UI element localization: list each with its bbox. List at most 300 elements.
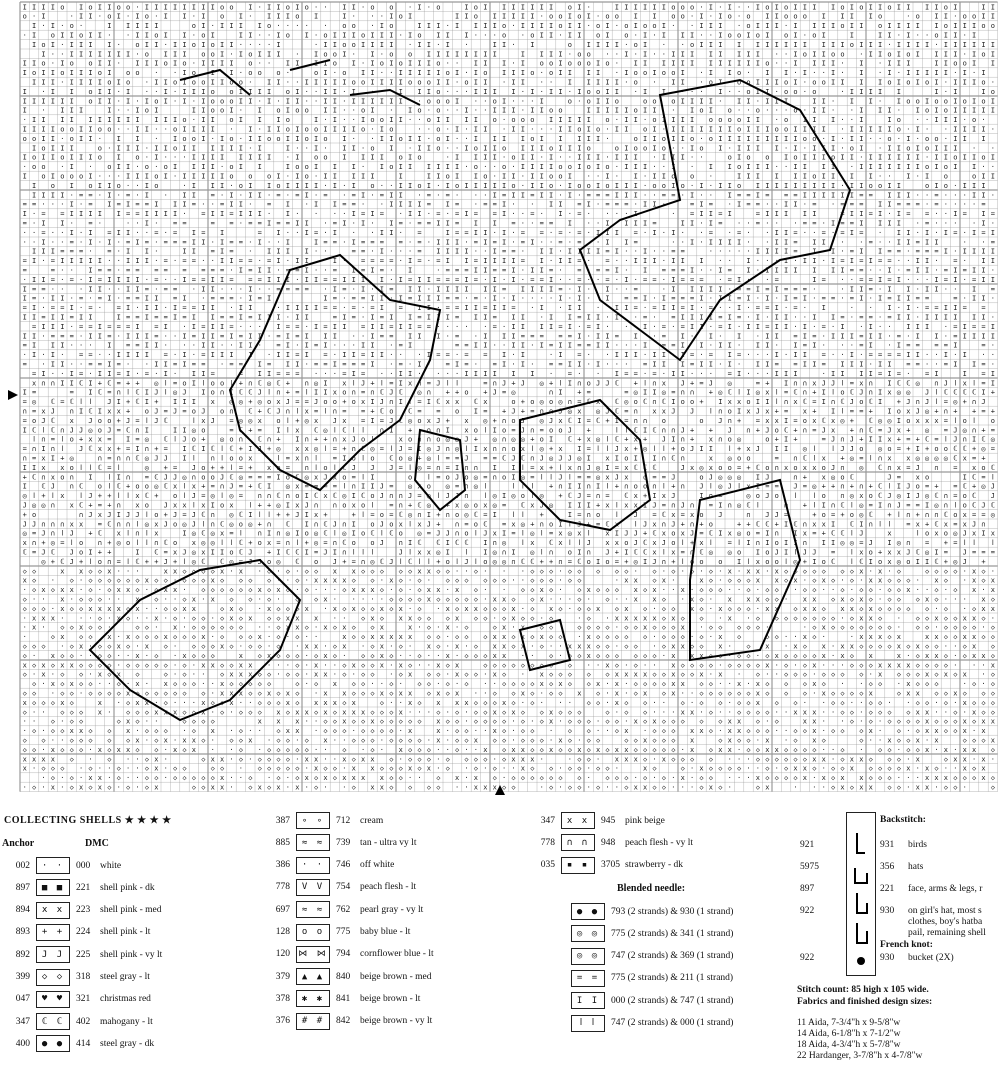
svg-text:·: · [756, 351, 760, 359]
svg-text:=: = [60, 210, 64, 218]
svg-text:=: = [549, 361, 553, 369]
svg-text:I: I [906, 135, 910, 143]
svg-text:I: I [793, 351, 797, 359]
svg-text:·: · [558, 276, 562, 284]
svg-text:◎: ◎ [427, 455, 432, 463]
svg-text:◎: ◎ [427, 492, 432, 500]
svg-text:·: · [427, 361, 431, 369]
svg-text:·: · [530, 126, 534, 134]
svg-text:=: = [483, 408, 487, 416]
svg-text:I: I [248, 32, 252, 40]
svg-text:=: = [380, 210, 384, 218]
svg-text:I: I [511, 276, 515, 284]
svg-text:=: = [455, 342, 459, 350]
svg-text:=: = [173, 464, 177, 472]
svg-text:=: = [79, 351, 83, 359]
svg-text:I: I [88, 473, 92, 481]
svg-text:·: · [709, 342, 713, 350]
svg-text:I: I [370, 332, 374, 340]
svg-text:I: I [229, 257, 233, 265]
svg-text:o: o [775, 492, 779, 500]
svg-text:J: J [765, 492, 769, 500]
svg-text:·: · [756, 267, 760, 275]
svg-text:o: o [417, 417, 421, 425]
svg-text:·: · [117, 285, 121, 293]
svg-text:◎: ◎ [455, 445, 460, 453]
svg-text:I: I [41, 276, 45, 284]
svg-text:I: I [887, 69, 891, 77]
svg-text:J: J [352, 464, 356, 472]
svg-text:◎: ◎ [831, 473, 836, 481]
svg-text:I: I [286, 304, 290, 312]
svg-text:·: · [23, 32, 27, 40]
svg-text:o: o [840, 22, 844, 30]
anchor-number: 922 [800, 906, 814, 916]
svg-text:·: · [897, 257, 901, 265]
svg-text:·: · [822, 248, 826, 256]
svg-text:=: = [464, 361, 468, 369]
svg-text:∩: ∩ [681, 389, 685, 397]
svg-text:I: I [869, 332, 873, 340]
svg-text:=: = [446, 191, 450, 199]
svg-text:=: = [859, 201, 863, 209]
svg-text:·: · [934, 41, 938, 49]
svg-text:·: · [502, 276, 506, 284]
svg-text:I: I [991, 97, 995, 105]
svg-text:I: I [380, 135, 384, 143]
svg-text:=: = [812, 426, 816, 434]
svg-text:I: I [944, 13, 948, 21]
svg-text:I: I [60, 97, 64, 105]
svg-text:∩: ∩ [690, 389, 694, 397]
svg-text:I: I [70, 182, 74, 190]
svg-text:·: · [775, 163, 779, 171]
svg-text:o: o [690, 135, 694, 143]
svg-text:·: · [887, 210, 891, 218]
svg-text:=: = [944, 276, 948, 284]
svg-text:+: + [690, 426, 694, 434]
svg-text:ℂ: ℂ [258, 483, 262, 491]
svg-text:=: = [126, 445, 130, 453]
svg-text:I: I [530, 182, 534, 190]
svg-text:=: = [737, 191, 741, 199]
svg-text:o: o [850, 41, 854, 49]
svg-text:I: I [352, 88, 356, 96]
svg-text:=: = [850, 379, 854, 387]
svg-text:I: I [474, 173, 478, 181]
svg-text:·: · [709, 267, 713, 275]
svg-text:I: I [577, 248, 581, 256]
svg-text:I: I [502, 69, 506, 77]
svg-text:I: I [333, 332, 337, 340]
svg-text:·: · [493, 32, 497, 40]
svg-text:ℂ: ℂ [521, 455, 525, 463]
svg-text:I: I [887, 220, 891, 228]
svg-text:I: I [88, 116, 92, 124]
svg-text:o: o [624, 22, 628, 30]
svg-text:·: · [446, 154, 450, 162]
svg-text:I: I [220, 238, 224, 246]
svg-text:I: I [549, 154, 553, 162]
svg-text:·: · [408, 361, 412, 369]
svg-text:·: · [239, 220, 243, 228]
svg-text:I: I [380, 126, 384, 134]
svg-text:I: I [944, 60, 948, 68]
svg-text:I: I [32, 3, 36, 11]
svg-text:I: I [88, 276, 92, 284]
svg-text:ℂ: ℂ [963, 389, 967, 397]
backstitch-header: Backstitch: [880, 815, 926, 825]
svg-text:I: I [859, 248, 863, 256]
svg-text:=: = [23, 267, 27, 275]
svg-text:·: · [530, 220, 534, 228]
svg-text:I: I [182, 173, 186, 181]
svg-text:·: · [850, 163, 854, 171]
svg-text:I: I [859, 88, 863, 96]
svg-text:I: I [662, 173, 666, 181]
svg-text:I: I [88, 238, 92, 246]
svg-text:I: I [596, 248, 600, 256]
svg-text:=: = [850, 267, 854, 275]
svg-text:I: I [756, 79, 760, 87]
svg-text:J: J [352, 436, 356, 444]
svg-text:I: I [521, 351, 525, 359]
svg-text:I: I [991, 276, 995, 284]
svg-text:I: I [211, 351, 215, 359]
svg-text:I: I [521, 126, 525, 134]
svg-text:+: + [615, 483, 619, 491]
svg-text:I: I [361, 342, 365, 350]
svg-text:·: · [389, 182, 393, 190]
svg-text:·: · [182, 182, 186, 190]
svg-text:I: I [728, 210, 732, 218]
svg-text:I: I [897, 276, 901, 284]
svg-text:o: o [925, 473, 929, 481]
svg-text:=: = [897, 370, 901, 378]
svg-text:J: J [201, 408, 205, 416]
svg-text:o: o [690, 3, 694, 11]
svg-text:I: I [652, 201, 656, 209]
svg-text:o: o [605, 116, 609, 124]
svg-text:x: x [333, 473, 337, 481]
svg-text:I: I [784, 370, 788, 378]
svg-text:·: · [709, 32, 713, 40]
svg-text:·: · [455, 60, 459, 68]
svg-text:I: I [220, 257, 224, 265]
svg-text:I: I [859, 220, 863, 228]
svg-text:·: · [963, 276, 967, 284]
svg-text:·: · [342, 116, 346, 124]
svg-text:·: · [483, 323, 487, 331]
svg-text:I: I [850, 88, 854, 96]
svg-text:I: I [775, 210, 779, 218]
svg-text:·: · [840, 351, 844, 359]
svg-text:I: I [681, 126, 685, 134]
svg-text:I: I [248, 332, 252, 340]
svg-text:J: J [925, 398, 929, 406]
svg-text:·: · [352, 116, 356, 124]
svg-text:=: = [981, 361, 985, 369]
svg-text:=: = [511, 304, 515, 312]
svg-text:I: I [295, 220, 299, 228]
svg-text:I: I [652, 229, 656, 237]
svg-text:I: I [173, 398, 177, 406]
svg-text:o: o [596, 32, 600, 40]
svg-text:I: I [643, 323, 647, 331]
svg-text:x: x [417, 483, 421, 491]
svg-text:o: o [41, 144, 45, 152]
svg-text:=: = [455, 295, 459, 303]
svg-text:=: = [577, 238, 581, 246]
svg-text:I: I [502, 13, 506, 21]
svg-text:I: I [380, 41, 384, 49]
svg-text:I: I [643, 220, 647, 228]
svg-text:o: o [558, 163, 562, 171]
svg-text:=: = [746, 285, 750, 293]
svg-text:=: = [182, 267, 186, 275]
svg-text:I: I [493, 182, 497, 190]
svg-text:I: I [446, 220, 450, 228]
svg-text:I: I [370, 398, 374, 406]
svg-text:o: o [211, 88, 215, 96]
svg-text:=: = [446, 267, 450, 275]
svg-text:·: · [220, 361, 224, 369]
svg-text:I: I [897, 229, 901, 237]
svg-text:I: I [164, 88, 168, 96]
svg-text:I: I [953, 342, 957, 350]
svg-text:∩: ∩ [23, 455, 27, 463]
svg-text:I: I [399, 69, 403, 77]
svg-text:o: o [107, 126, 111, 134]
svg-text:I: I [474, 135, 478, 143]
svg-text:I: I [540, 304, 544, 312]
svg-text:·: · [173, 69, 177, 77]
svg-text:o: o [417, 182, 421, 190]
svg-text:∩: ∩ [549, 389, 553, 397]
svg-text:I: I [840, 361, 844, 369]
svg-text:I: I [370, 473, 374, 481]
svg-text:I: I [32, 144, 36, 152]
svg-text:I: I [934, 79, 938, 87]
svg-text:=: = [229, 314, 233, 322]
svg-text:I: I [70, 32, 74, 40]
svg-text:I: I [728, 126, 732, 134]
svg-text:x: x [192, 483, 196, 491]
svg-text:·: · [624, 361, 628, 369]
svg-text:·: · [511, 97, 515, 105]
svg-text:o: o [887, 79, 891, 87]
svg-text:I: I [887, 107, 891, 115]
svg-text:I: I [850, 154, 854, 162]
svg-text:I: I [681, 79, 685, 87]
svg-text:I: I [953, 22, 957, 30]
svg-text:·: · [605, 323, 609, 331]
svg-text:=: = [135, 295, 139, 303]
svg-text:=: = [765, 483, 769, 491]
svg-text:I: I [906, 191, 910, 199]
svg-text:I: I [342, 455, 346, 463]
svg-text:I: I [784, 323, 788, 331]
svg-text:I: I [643, 342, 647, 350]
legend-row [260, 812, 383, 829]
svg-text:·: · [483, 97, 487, 105]
svg-text:I: I [521, 323, 525, 331]
svg-text:o: o [972, 13, 976, 21]
svg-text:o: o [436, 436, 440, 444]
svg-text:=: = [869, 276, 873, 284]
svg-text:·: · [248, 323, 252, 331]
svg-text:J: J [944, 379, 948, 387]
svg-text:·: · [699, 69, 703, 77]
svg-text:ℂ: ℂ [972, 389, 976, 397]
svg-text:ⅼ: ⅼ [710, 408, 712, 416]
svg-text:=: = [361, 267, 365, 275]
svg-text:+: + [897, 398, 901, 406]
svg-text:I: I [671, 285, 675, 293]
svg-text:o: o [605, 13, 609, 21]
svg-text:=: = [934, 248, 938, 256]
svg-text:·: · [991, 220, 995, 228]
svg-text:◎: ◎ [323, 426, 328, 434]
svg-text:I: I [934, 314, 938, 322]
svg-text:ℂ: ℂ [784, 426, 788, 434]
svg-text:o: o [370, 455, 374, 463]
svg-text:I: I [493, 304, 497, 312]
svg-text:I: I [305, 304, 309, 312]
svg-text:I: I [474, 154, 478, 162]
svg-text:·: · [963, 238, 967, 246]
svg-text:I: I [850, 173, 854, 181]
svg-text:+: + [577, 436, 581, 444]
svg-text:I: I [267, 126, 271, 134]
svg-text:I: I [916, 144, 920, 152]
svg-text:=: = [173, 238, 177, 246]
svg-text:x: x [906, 455, 910, 463]
anchor-number: 897 [800, 884, 814, 894]
svg-text:x: x [746, 408, 750, 416]
svg-text:·: · [267, 351, 271, 359]
svg-text:J: J [173, 473, 177, 481]
svg-text:∩: ∩ [887, 464, 891, 472]
svg-text:·: · [342, 257, 346, 265]
svg-text:·: · [295, 229, 299, 237]
svg-text:I: I [464, 116, 468, 124]
svg-text:I: I [342, 276, 346, 284]
svg-text:·: · [596, 370, 600, 378]
svg-text:o: o [446, 473, 450, 481]
svg-text:I: I [605, 238, 609, 246]
svg-text:·: · [464, 295, 468, 303]
svg-text:I: I [850, 332, 854, 340]
svg-text:J: J [455, 473, 459, 481]
svg-text:I: I [681, 351, 685, 359]
svg-text:·: · [164, 41, 168, 49]
svg-text:J: J [464, 436, 468, 444]
svg-text:◎: ◎ [540, 492, 545, 500]
svg-text:∩: ∩ [305, 436, 309, 444]
svg-text:I: I [117, 154, 121, 162]
svg-text:∩: ∩ [859, 483, 863, 491]
svg-text:I: I [530, 238, 534, 246]
svg-text:o: o [840, 3, 844, 11]
svg-text:·: · [474, 107, 478, 115]
svg-text:I: I [981, 107, 985, 115]
svg-text:I: I [79, 79, 83, 87]
svg-text:=: = [145, 238, 149, 246]
svg-text:=: = [812, 201, 816, 209]
svg-text:I: I [765, 332, 769, 340]
svg-text:·: · [615, 361, 619, 369]
svg-text:J: J [728, 483, 732, 491]
svg-text:I: I [934, 332, 938, 340]
svg-text:◎: ◎ [267, 379, 272, 387]
svg-text:J: J [361, 379, 365, 387]
svg-text:·: · [229, 126, 233, 134]
svg-text:I: I [41, 126, 45, 134]
svg-text:=: = [906, 464, 910, 472]
svg-text:·: · [267, 210, 271, 218]
svg-text:◎: ◎ [370, 445, 375, 453]
svg-text:ⅼ: ⅼ [52, 492, 54, 500]
svg-text:·: · [436, 267, 440, 275]
svg-text:·: · [963, 201, 967, 209]
svg-text:I: I [239, 201, 243, 209]
svg-text:o: o [793, 88, 797, 96]
svg-text:o: o [229, 88, 233, 96]
svg-text:o: o [577, 126, 581, 134]
svg-text:I: I [333, 32, 337, 40]
svg-text:I: I [540, 22, 544, 30]
svg-text:=: = [258, 426, 262, 434]
svg-text:·: · [596, 276, 600, 284]
svg-text:o: o [944, 182, 948, 190]
svg-text:I: I [587, 248, 591, 256]
svg-text:ℂ: ℂ [615, 379, 619, 387]
svg-text:=: = [718, 323, 722, 331]
svg-text:·: · [615, 50, 619, 58]
svg-text:o: o [568, 163, 572, 171]
svg-text:I: I [51, 323, 55, 331]
svg-text:·: · [718, 332, 722, 340]
svg-text:I: I [615, 126, 619, 134]
svg-text:·: · [408, 144, 412, 152]
svg-text:I: I [314, 79, 318, 87]
svg-text:=: = [662, 267, 666, 275]
svg-text:I: I [831, 314, 835, 322]
svg-text:x: x [98, 436, 102, 444]
svg-text:=: = [859, 191, 863, 199]
svg-text:·: · [220, 342, 224, 350]
svg-text:I: I [944, 32, 948, 40]
svg-text:I: I [934, 107, 938, 115]
svg-text:I: I [436, 238, 440, 246]
svg-text:=: = [51, 276, 55, 284]
svg-text:I: I [389, 116, 393, 124]
svg-text:·: · [314, 32, 318, 40]
svg-text:I: I [869, 126, 873, 134]
svg-text:+: + [643, 492, 647, 500]
svg-text:·: · [258, 285, 262, 293]
svg-text:I: I [493, 154, 497, 162]
svg-text:I: I [784, 445, 788, 453]
svg-text:=: = [803, 483, 807, 491]
svg-text:·: · [963, 257, 967, 265]
svg-text:I: I [756, 135, 760, 143]
svg-text:I: I [154, 107, 158, 115]
svg-text:+: + [765, 379, 769, 387]
svg-text:·: · [746, 220, 750, 228]
svg-text:I: I [840, 154, 844, 162]
